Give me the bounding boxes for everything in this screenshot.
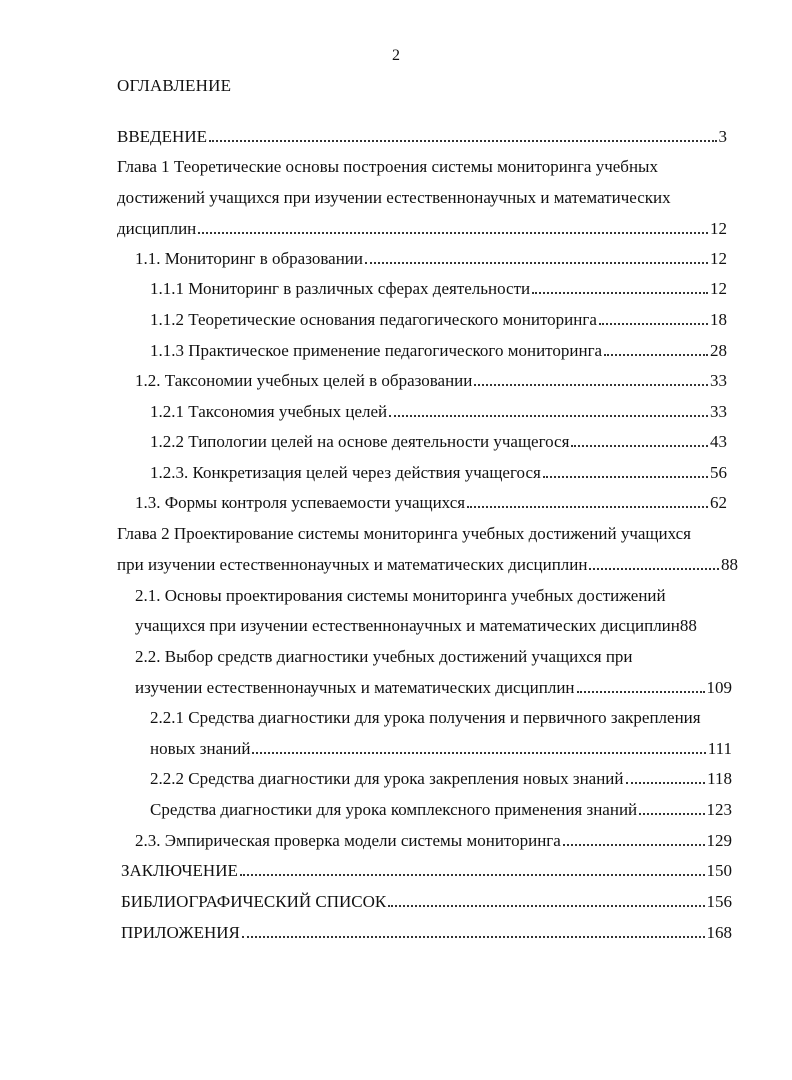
toc-entry-page: 62 <box>710 493 727 512</box>
leader-dots <box>388 904 704 907</box>
toc-entry-appendices[interactable] <box>121 918 732 948</box>
page-number: 2 <box>392 47 400 64</box>
leader-dots <box>599 322 708 325</box>
leader-dots <box>467 505 708 508</box>
toc-entry-text: 1.2.3. Конкретизация целей через действия учащегося <box>150 463 541 482</box>
toc-entry-2-1-line1[interactable]: 2.1. Основы проектирования системы мониторинга учебных достижений <box>135 586 666 605</box>
leader-dots <box>198 231 708 234</box>
toc-entry-text: 1.2.1 Таксономия учебных целей <box>150 402 388 421</box>
leader-dots <box>389 414 708 417</box>
toc-entry-2-1-line2[interactable]: учащихся при изучении естественнонаучных и математических дисциплин88 <box>135 616 697 635</box>
toc-entry-1-3[interactable] <box>135 488 727 518</box>
toc-entry-2-2-line2[interactable] <box>135 673 732 703</box>
toc-entry-page: 118 <box>707 769 732 788</box>
toc-entry-2-2-2[interactable] <box>150 764 732 794</box>
toc-entry-1-1-1[interactable] <box>150 274 727 304</box>
toc-entry-text: 1.1.2 Теоретические основания педагогического мониторинга <box>150 310 597 329</box>
toc-entry-bibliography[interactable] <box>121 887 732 917</box>
leader-dots <box>543 475 708 478</box>
leader-dots <box>571 444 708 447</box>
toc-entry-page: 150 <box>706 861 732 880</box>
toc-entry-chapter1-line3[interactable] <box>117 214 727 244</box>
leader-dots <box>577 690 705 693</box>
leader-dots <box>242 935 705 938</box>
toc-entry-1-2-2[interactable] <box>150 427 727 457</box>
leader-dots <box>474 383 708 386</box>
toc-entry-text: 1.2.2 Типологии целей на основе деятельности учащегося <box>150 432 570 451</box>
toc-entry-introduction[interactable] <box>117 122 727 152</box>
toc-entry-page: 88 <box>721 555 738 574</box>
toc-entry-page: 33 <box>710 371 727 390</box>
toc-title: ОГЛАВЛЕНИЕ <box>117 76 232 95</box>
toc-entry-page: 156 <box>706 892 732 911</box>
toc-entry-page: 33 <box>710 402 727 421</box>
toc-entry-text: дисциплин <box>117 219 197 238</box>
leader-dots <box>604 353 708 356</box>
toc-entry-text: новых знаний <box>150 739 251 758</box>
toc-entry-text: 2.3. Эмпирическая проверка модели системы мониторинга <box>135 831 561 850</box>
toc-entry-page: 3 <box>718 127 727 146</box>
toc-entry-page: 56 <box>710 463 727 482</box>
toc-entry-page: 28 <box>710 341 727 360</box>
toc-entry-text: 1.1. Мониторинг в образовании <box>135 249 363 268</box>
toc-entry-1-1-3[interactable] <box>150 336 727 366</box>
toc-entry-text: БИБЛИОГРАФИЧЕСКИЙ СПИСОК <box>121 892 387 911</box>
toc-entry-page: 123 <box>706 800 732 819</box>
toc-entry-text: 1.3. Формы контроля успеваемости учащихся <box>135 493 466 512</box>
toc-entry-2-2-1-line2[interactable] <box>150 734 732 764</box>
toc-entry-text: 1.1.3 Практическое применение педагогического мониторинга <box>150 341 603 360</box>
toc-entry-2-2-1-line1[interactable]: 2.2.1 Средства диагностики для урока получения и первичного закрепления <box>150 708 701 727</box>
leader-dots <box>209 139 717 142</box>
toc-entry-page: 12 <box>710 249 727 268</box>
toc-entry-chapter2-line1[interactable]: Глава 2 Проектирование системы мониторинга учебных достижений учащихся <box>117 524 691 543</box>
leader-dots <box>252 751 705 754</box>
toc-entry-page: 109 <box>706 678 732 697</box>
toc-entry-1-1[interactable] <box>135 244 727 274</box>
toc-entry-text: 2.2.2 Средства диагностики для урока закрепления новых знаний <box>150 769 624 788</box>
toc-entry-1-1-2[interactable] <box>150 305 727 335</box>
toc-entry-1-2-3[interactable] <box>150 458 727 488</box>
toc-entry-page: 168 <box>706 923 732 942</box>
toc-entry-text: ЗАКЛЮЧЕНИЕ <box>121 861 238 880</box>
toc-entry-conclusion[interactable] <box>121 856 732 886</box>
leader-dots <box>563 843 705 846</box>
toc-entry-chapter1-line2[interactable]: достижений учащихся при изучении естественнонаучных и математических <box>117 188 671 207</box>
leader-dots <box>240 873 705 876</box>
leader-dots <box>589 567 719 570</box>
leader-dots <box>365 261 708 264</box>
toc-entry-page: 111 <box>707 739 732 758</box>
toc-entry-text: Средства диагностики для урока комплексного применения знаний <box>150 800 638 819</box>
toc-entry-text: 1.2. Таксономии учебных целей в образовании <box>135 371 473 390</box>
toc-entry-page: 12 <box>710 279 727 298</box>
leader-dots <box>532 291 708 294</box>
toc-entry-text: ВВЕДЕНИЕ <box>117 127 207 146</box>
toc-entry-2-3[interactable] <box>135 826 732 856</box>
toc-entry-1-2-1[interactable] <box>150 397 727 427</box>
toc-entry-page: 129 <box>706 831 732 850</box>
toc-entry-page: 43 <box>710 432 727 451</box>
toc-entry-text: ПРИЛОЖЕНИЯ <box>121 923 240 942</box>
toc-entry-chapter2-line2[interactable] <box>117 550 738 580</box>
toc-entry-text: 1.1.1 Мониторинг в различных сферах деятельности <box>150 279 531 298</box>
toc-entry-2-2-line1[interactable]: 2.2. Выбор средств диагностики учебных достижений учащихся при <box>135 647 633 666</box>
toc-entry-text: при изучении естественнонаучных и математических дисциплин <box>117 555 588 574</box>
toc-entry-text: изучении естественнонаучных и математических дисциплин <box>135 678 575 697</box>
toc-entry-2-2-3[interactable] <box>150 795 732 825</box>
leader-dots <box>626 781 706 784</box>
toc-entry-page: 18 <box>710 310 727 329</box>
leader-dots <box>639 812 704 815</box>
toc-entry-chapter1-line1[interactable]: Глава 1 Теоретические основы построения системы мониторинга учебных <box>117 157 658 176</box>
toc-entry-page: 12 <box>710 219 727 238</box>
toc-entry-1-2[interactable] <box>135 366 727 396</box>
